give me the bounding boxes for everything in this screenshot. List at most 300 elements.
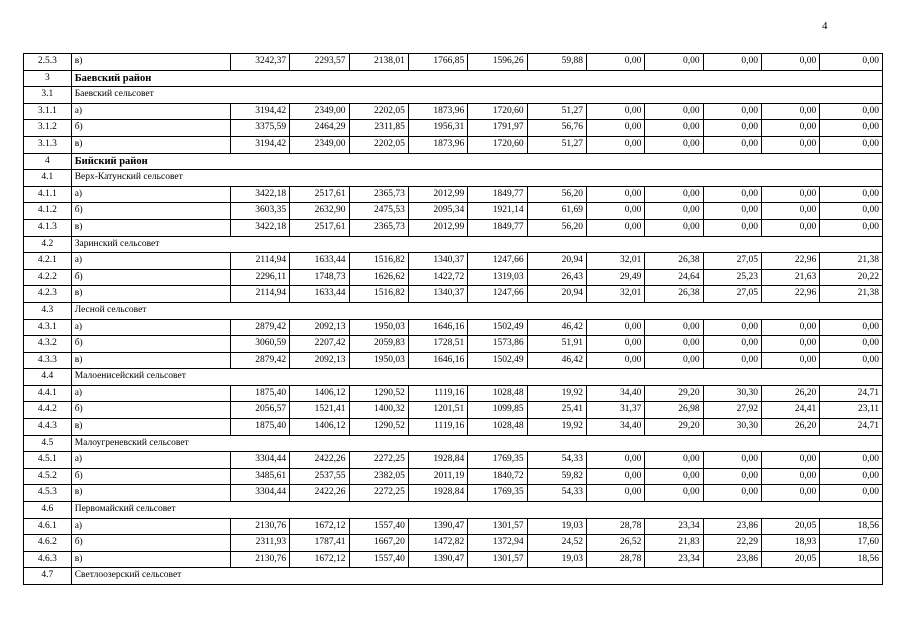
value-cell: 1769,35 bbox=[468, 485, 527, 502]
value-cell: 0,00 bbox=[761, 468, 819, 485]
value-cell: 26,38 bbox=[645, 286, 703, 303]
value-cell: 0,00 bbox=[761, 452, 819, 469]
value-cell: 3060,59 bbox=[230, 336, 289, 353]
value-cell: 1769,35 bbox=[468, 452, 527, 469]
row-code: 4.3.3 bbox=[24, 352, 72, 369]
value-cell: 1728,51 bbox=[408, 336, 467, 353]
row-label: а) bbox=[71, 253, 230, 270]
value-cell: 26,52 bbox=[587, 535, 645, 552]
value-cell: 1950,03 bbox=[349, 352, 408, 369]
value-cell: 1950,03 bbox=[349, 319, 408, 336]
value-cell: 0,00 bbox=[703, 352, 761, 369]
value-cell: 23,34 bbox=[645, 518, 703, 535]
value-cell: 0,00 bbox=[761, 485, 819, 502]
settlement-name: Лесной сельсовет bbox=[71, 302, 882, 319]
value-cell: 3194,42 bbox=[230, 103, 289, 120]
value-cell: 2202,05 bbox=[349, 136, 408, 153]
value-cell: 0,00 bbox=[761, 54, 819, 71]
value-cell: 2422,26 bbox=[290, 485, 349, 502]
table-row bbox=[24, 286, 883, 303]
value-cell: 0,00 bbox=[645, 452, 703, 469]
value-cell: 0,00 bbox=[820, 54, 883, 71]
value-cell: 2537,55 bbox=[290, 468, 349, 485]
value-cell: 0,00 bbox=[761, 120, 819, 137]
settlement-name: Баевский сельсовет bbox=[71, 87, 882, 104]
value-cell: 1301,57 bbox=[468, 518, 527, 535]
value-cell: 1672,12 bbox=[290, 551, 349, 568]
value-cell: 0,00 bbox=[761, 352, 819, 369]
value-cell: 1956,31 bbox=[408, 120, 467, 137]
value-cell: 1928,84 bbox=[408, 452, 467, 469]
value-cell: 0,00 bbox=[587, 120, 645, 137]
value-cell: 1422,72 bbox=[408, 269, 467, 286]
table-row bbox=[24, 402, 883, 419]
row-label: а) bbox=[71, 186, 230, 203]
row-code: 4.5 bbox=[24, 435, 72, 452]
value-cell: 1340,37 bbox=[408, 253, 467, 270]
value-cell: 0,00 bbox=[587, 336, 645, 353]
value-cell: 0,00 bbox=[587, 54, 645, 71]
value-cell: 2517,61 bbox=[290, 186, 349, 203]
value-cell: 28,78 bbox=[587, 518, 645, 535]
value-cell: 1557,40 bbox=[349, 518, 408, 535]
value-cell: 1921,14 bbox=[468, 203, 527, 220]
value-cell: 54,33 bbox=[527, 485, 586, 502]
value-cell: 0,00 bbox=[703, 120, 761, 137]
row-label: б) bbox=[71, 120, 230, 137]
value-cell: 0,00 bbox=[761, 336, 819, 353]
value-cell: 51,27 bbox=[527, 136, 586, 153]
value-cell: 1766,85 bbox=[408, 54, 467, 71]
value-cell: 1119,16 bbox=[408, 419, 467, 436]
value-cell: 0,00 bbox=[703, 203, 761, 220]
value-cell: 1633,44 bbox=[290, 286, 349, 303]
value-cell: 2202,05 bbox=[349, 103, 408, 120]
value-cell: 1672,12 bbox=[290, 518, 349, 535]
settlement-header-row bbox=[24, 568, 883, 585]
value-cell: 0,00 bbox=[761, 103, 819, 120]
value-cell: 20,05 bbox=[761, 551, 819, 568]
value-cell: 1667,20 bbox=[349, 535, 408, 552]
value-cell: 1633,44 bbox=[290, 253, 349, 270]
value-cell: 27,05 bbox=[703, 286, 761, 303]
value-cell: 1849,77 bbox=[468, 186, 527, 203]
row-label: в) bbox=[71, 485, 230, 502]
value-cell: 1596,26 bbox=[468, 54, 527, 71]
value-cell: 23,11 bbox=[820, 402, 883, 419]
table-row bbox=[24, 219, 883, 236]
value-cell: 17,60 bbox=[820, 535, 883, 552]
value-cell: 34,40 bbox=[587, 385, 645, 402]
value-cell: 0,00 bbox=[820, 352, 883, 369]
value-cell: 2382,05 bbox=[349, 468, 408, 485]
value-cell: 2475,53 bbox=[349, 203, 408, 220]
value-cell: 20,94 bbox=[527, 253, 586, 270]
row-label: а) bbox=[71, 452, 230, 469]
value-cell: 1516,82 bbox=[349, 286, 408, 303]
settlement-header-row bbox=[24, 87, 883, 104]
value-cell: 0,00 bbox=[645, 219, 703, 236]
value-cell: 61,69 bbox=[527, 203, 586, 220]
row-code: 3.1.3 bbox=[24, 136, 72, 153]
value-cell: 1290,52 bbox=[349, 419, 408, 436]
value-cell: 0,00 bbox=[820, 219, 883, 236]
row-label: б) bbox=[71, 468, 230, 485]
value-cell: 0,00 bbox=[761, 136, 819, 153]
table-row bbox=[24, 103, 883, 120]
value-cell: 24,71 bbox=[820, 419, 883, 436]
value-cell: 1516,82 bbox=[349, 253, 408, 270]
value-cell: 0,00 bbox=[820, 136, 883, 153]
district-header-row bbox=[24, 70, 883, 87]
value-cell: 29,20 bbox=[645, 419, 703, 436]
table-row bbox=[24, 336, 883, 353]
value-cell: 2464,29 bbox=[290, 120, 349, 137]
value-cell: 0,00 bbox=[587, 485, 645, 502]
value-cell: 3603,35 bbox=[230, 203, 289, 220]
value-cell: 19,03 bbox=[527, 518, 586, 535]
value-cell: 59,82 bbox=[527, 468, 586, 485]
row-code: 4.1 bbox=[24, 170, 72, 187]
value-cell: 24,41 bbox=[761, 402, 819, 419]
value-cell: 3422,18 bbox=[230, 219, 289, 236]
value-cell: 0,00 bbox=[703, 452, 761, 469]
value-cell: 20,22 bbox=[820, 269, 883, 286]
value-cell: 26,20 bbox=[761, 419, 819, 436]
value-cell: 19,03 bbox=[527, 551, 586, 568]
value-cell: 51,91 bbox=[527, 336, 586, 353]
row-code: 4.2.3 bbox=[24, 286, 72, 303]
table-row bbox=[24, 136, 883, 153]
value-cell: 2012,99 bbox=[408, 186, 467, 203]
row-code: 4.5.1 bbox=[24, 452, 72, 469]
value-cell: 1720,60 bbox=[468, 103, 527, 120]
row-code: 4.6.2 bbox=[24, 535, 72, 552]
row-label: в) bbox=[71, 419, 230, 436]
value-cell: 24,64 bbox=[645, 269, 703, 286]
row-code: 4.3.2 bbox=[24, 336, 72, 353]
value-cell: 0,00 bbox=[820, 452, 883, 469]
value-cell: 0,00 bbox=[820, 485, 883, 502]
value-cell: 0,00 bbox=[703, 468, 761, 485]
value-cell: 1201,51 bbox=[408, 402, 467, 419]
value-cell: 3242,37 bbox=[230, 54, 289, 71]
value-cell: 1791,97 bbox=[468, 120, 527, 137]
value-cell: 59,88 bbox=[527, 54, 586, 71]
row-code: 4.1.2 bbox=[24, 203, 72, 220]
value-cell: 1626,62 bbox=[349, 269, 408, 286]
value-cell: 18,56 bbox=[820, 518, 883, 535]
row-label: а) bbox=[71, 385, 230, 402]
value-cell: 56,20 bbox=[527, 219, 586, 236]
value-cell: 1720,60 bbox=[468, 136, 527, 153]
value-cell: 2011,19 bbox=[408, 468, 467, 485]
value-cell: 1390,47 bbox=[408, 551, 467, 568]
value-cell: 0,00 bbox=[645, 103, 703, 120]
value-cell: 3375,59 bbox=[230, 120, 289, 137]
value-cell: 22,96 bbox=[761, 253, 819, 270]
value-cell: 1028,48 bbox=[468, 419, 527, 436]
value-cell: 1472,82 bbox=[408, 535, 467, 552]
value-cell: 1502,49 bbox=[468, 352, 527, 369]
value-cell: 1119,16 bbox=[408, 385, 467, 402]
value-cell: 56,76 bbox=[527, 120, 586, 137]
value-cell: 56,20 bbox=[527, 186, 586, 203]
tariff-table bbox=[23, 53, 883, 585]
row-label: а) bbox=[71, 319, 230, 336]
value-cell: 18,93 bbox=[761, 535, 819, 552]
value-cell: 2879,42 bbox=[230, 352, 289, 369]
row-code: 4.3 bbox=[24, 302, 72, 319]
settlement-name: Заринский сельсовет bbox=[71, 236, 882, 253]
value-cell: 1787,41 bbox=[290, 535, 349, 552]
value-cell: 0,00 bbox=[820, 120, 883, 137]
district-name: Бийский район bbox=[71, 153, 882, 170]
row-code: 3 bbox=[24, 70, 72, 87]
value-cell: 21,38 bbox=[820, 253, 883, 270]
value-cell: 2130,76 bbox=[230, 518, 289, 535]
value-cell: 1028,48 bbox=[468, 385, 527, 402]
value-cell: 0,00 bbox=[645, 352, 703, 369]
value-cell: 1372,94 bbox=[468, 535, 527, 552]
district-name: Баевский район bbox=[71, 70, 882, 87]
settlement-header-row bbox=[24, 369, 883, 386]
row-label: а) bbox=[71, 518, 230, 535]
row-code: 4.2.2 bbox=[24, 269, 72, 286]
value-cell: 1849,77 bbox=[468, 219, 527, 236]
value-cell: 1875,40 bbox=[230, 385, 289, 402]
table-row bbox=[24, 518, 883, 535]
value-cell: 20,05 bbox=[761, 518, 819, 535]
settlement-header-row bbox=[24, 435, 883, 452]
settlement-header-row bbox=[24, 170, 883, 187]
value-cell: 2114,94 bbox=[230, 253, 289, 270]
value-cell: 1319,03 bbox=[468, 269, 527, 286]
row-label: б) bbox=[71, 535, 230, 552]
value-cell: 0,00 bbox=[703, 485, 761, 502]
value-cell: 1521,41 bbox=[290, 402, 349, 419]
value-cell: 0,00 bbox=[587, 136, 645, 153]
row-label: в) bbox=[71, 352, 230, 369]
value-cell: 0,00 bbox=[645, 120, 703, 137]
table-row bbox=[24, 253, 883, 270]
value-cell: 2296,11 bbox=[230, 269, 289, 286]
value-cell: 2138,01 bbox=[349, 54, 408, 71]
table-row bbox=[24, 551, 883, 568]
value-cell: 0,00 bbox=[703, 336, 761, 353]
value-cell: 22,29 bbox=[703, 535, 761, 552]
table-row bbox=[24, 535, 883, 552]
value-cell: 46,42 bbox=[527, 319, 586, 336]
row-code: 4.6.3 bbox=[24, 551, 72, 568]
value-cell: 21,38 bbox=[820, 286, 883, 303]
value-cell: 26,20 bbox=[761, 385, 819, 402]
row-code: 3.1 bbox=[24, 87, 72, 104]
value-cell: 0,00 bbox=[645, 186, 703, 203]
value-cell: 20,94 bbox=[527, 286, 586, 303]
row-code: 3.1.1 bbox=[24, 103, 72, 120]
table-row bbox=[24, 468, 883, 485]
value-cell: 0,00 bbox=[587, 452, 645, 469]
value-cell: 1840,72 bbox=[468, 468, 527, 485]
value-cell: 2012,99 bbox=[408, 219, 467, 236]
row-label: в) bbox=[71, 551, 230, 568]
settlement-name: Первомайский сельсовет bbox=[71, 502, 882, 519]
value-cell: 30,30 bbox=[703, 419, 761, 436]
row-label: в) bbox=[71, 54, 230, 71]
value-cell: 3304,44 bbox=[230, 485, 289, 502]
value-cell: 0,00 bbox=[820, 103, 883, 120]
value-cell: 0,00 bbox=[645, 336, 703, 353]
table-row bbox=[24, 319, 883, 336]
value-cell: 0,00 bbox=[703, 186, 761, 203]
value-cell: 1873,96 bbox=[408, 103, 467, 120]
value-cell: 3194,42 bbox=[230, 136, 289, 153]
row-code: 4.2 bbox=[24, 236, 72, 253]
row-code: 4.1.3 bbox=[24, 219, 72, 236]
table-row bbox=[24, 352, 883, 369]
row-label: а) bbox=[71, 103, 230, 120]
value-cell: 31,37 bbox=[587, 402, 645, 419]
value-cell: 3422,18 bbox=[230, 186, 289, 203]
value-cell: 19,92 bbox=[527, 385, 586, 402]
value-cell: 2517,61 bbox=[290, 219, 349, 236]
settlement-header-row bbox=[24, 502, 883, 519]
value-cell: 0,00 bbox=[587, 319, 645, 336]
value-cell: 0,00 bbox=[820, 203, 883, 220]
value-cell: 26,38 bbox=[645, 253, 703, 270]
value-cell: 24,71 bbox=[820, 385, 883, 402]
row-code: 4.4.1 bbox=[24, 385, 72, 402]
table-row bbox=[24, 269, 883, 286]
value-cell: 0,00 bbox=[820, 186, 883, 203]
value-cell: 2130,76 bbox=[230, 551, 289, 568]
value-cell: 27,05 bbox=[703, 253, 761, 270]
value-cell: 0,00 bbox=[645, 203, 703, 220]
value-cell: 2114,94 bbox=[230, 286, 289, 303]
value-cell: 24,52 bbox=[527, 535, 586, 552]
value-cell: 1748,73 bbox=[290, 269, 349, 286]
row-code: 4.5.3 bbox=[24, 485, 72, 502]
value-cell: 27,92 bbox=[703, 402, 761, 419]
value-cell: 23,86 bbox=[703, 518, 761, 535]
settlement-header-row bbox=[24, 236, 883, 253]
value-cell: 3485,61 bbox=[230, 468, 289, 485]
settlement-name: Светлоозерский сельсовет bbox=[71, 568, 882, 585]
value-cell: 2365,73 bbox=[349, 186, 408, 203]
value-cell: 1873,96 bbox=[408, 136, 467, 153]
row-code: 4.4.2 bbox=[24, 402, 72, 419]
table-body bbox=[24, 54, 883, 585]
value-cell: 25,41 bbox=[527, 402, 586, 419]
value-cell: 2272,25 bbox=[349, 452, 408, 469]
value-cell: 2272,25 bbox=[349, 485, 408, 502]
value-cell: 51,27 bbox=[527, 103, 586, 120]
district-header-row bbox=[24, 153, 883, 170]
page-number: 4 bbox=[822, 20, 828, 32]
value-cell: 1301,57 bbox=[468, 551, 527, 568]
value-cell: 0,00 bbox=[587, 103, 645, 120]
value-cell: 0,00 bbox=[645, 485, 703, 502]
table-row bbox=[24, 120, 883, 137]
value-cell: 2349,00 bbox=[290, 103, 349, 120]
value-cell: 0,00 bbox=[761, 203, 819, 220]
value-cell: 0,00 bbox=[587, 352, 645, 369]
row-code: 4.3.1 bbox=[24, 319, 72, 336]
table-row bbox=[24, 203, 883, 220]
value-cell: 1573,86 bbox=[468, 336, 527, 353]
value-cell: 2207,42 bbox=[290, 336, 349, 353]
row-code: 2.5.3 bbox=[24, 54, 72, 71]
value-cell: 0,00 bbox=[761, 219, 819, 236]
value-cell: 2632,90 bbox=[290, 203, 349, 220]
row-code: 4.5.2 bbox=[24, 468, 72, 485]
value-cell: 54,33 bbox=[527, 452, 586, 469]
value-cell: 1406,12 bbox=[290, 419, 349, 436]
value-cell: 25,23 bbox=[703, 269, 761, 286]
row-label: б) bbox=[71, 269, 230, 286]
row-code: 4.1.1 bbox=[24, 186, 72, 203]
value-cell: 0,00 bbox=[645, 136, 703, 153]
value-cell: 0,00 bbox=[645, 319, 703, 336]
row-code: 4.2.1 bbox=[24, 253, 72, 270]
row-label: в) bbox=[71, 219, 230, 236]
value-cell: 2311,93 bbox=[230, 535, 289, 552]
value-cell: 23,86 bbox=[703, 551, 761, 568]
value-cell: 0,00 bbox=[761, 186, 819, 203]
value-cell: 1646,16 bbox=[408, 352, 467, 369]
value-cell: 1099,85 bbox=[468, 402, 527, 419]
value-cell: 2059,83 bbox=[349, 336, 408, 353]
value-cell: 1247,66 bbox=[468, 286, 527, 303]
value-cell: 0,00 bbox=[703, 319, 761, 336]
value-cell: 0,00 bbox=[703, 136, 761, 153]
value-cell: 2311,85 bbox=[349, 120, 408, 137]
value-cell: 26,98 bbox=[645, 402, 703, 419]
value-cell: 30,30 bbox=[703, 385, 761, 402]
value-cell: 1247,66 bbox=[468, 253, 527, 270]
value-cell: 0,00 bbox=[587, 468, 645, 485]
value-cell: 28,78 bbox=[587, 551, 645, 568]
value-cell: 0,00 bbox=[820, 468, 883, 485]
settlement-name: Верх-Катунский сельсовет bbox=[71, 170, 882, 187]
value-cell: 32,01 bbox=[587, 286, 645, 303]
table-row bbox=[24, 186, 883, 203]
value-cell: 2879,42 bbox=[230, 319, 289, 336]
row-label: б) bbox=[71, 336, 230, 353]
value-cell: 29,49 bbox=[587, 269, 645, 286]
settlement-header-row bbox=[24, 302, 883, 319]
value-cell: 21,63 bbox=[761, 269, 819, 286]
value-cell: 2095,34 bbox=[408, 203, 467, 220]
value-cell: 19,92 bbox=[527, 419, 586, 436]
value-cell: 1290,52 bbox=[349, 385, 408, 402]
value-cell: 1400,32 bbox=[349, 402, 408, 419]
value-cell: 32,01 bbox=[587, 253, 645, 270]
value-cell: 0,00 bbox=[587, 219, 645, 236]
value-cell: 0,00 bbox=[761, 319, 819, 336]
row-code: 4.6 bbox=[24, 502, 72, 519]
table-row bbox=[24, 419, 883, 436]
settlement-name: Малоенисейский сельсовет bbox=[71, 369, 882, 386]
value-cell: 0,00 bbox=[645, 54, 703, 71]
row-label: в) bbox=[71, 286, 230, 303]
row-label: б) bbox=[71, 402, 230, 419]
value-cell: 1928,84 bbox=[408, 485, 467, 502]
row-code: 4.4 bbox=[24, 369, 72, 386]
value-cell: 2365,73 bbox=[349, 219, 408, 236]
value-cell: 46,42 bbox=[527, 352, 586, 369]
